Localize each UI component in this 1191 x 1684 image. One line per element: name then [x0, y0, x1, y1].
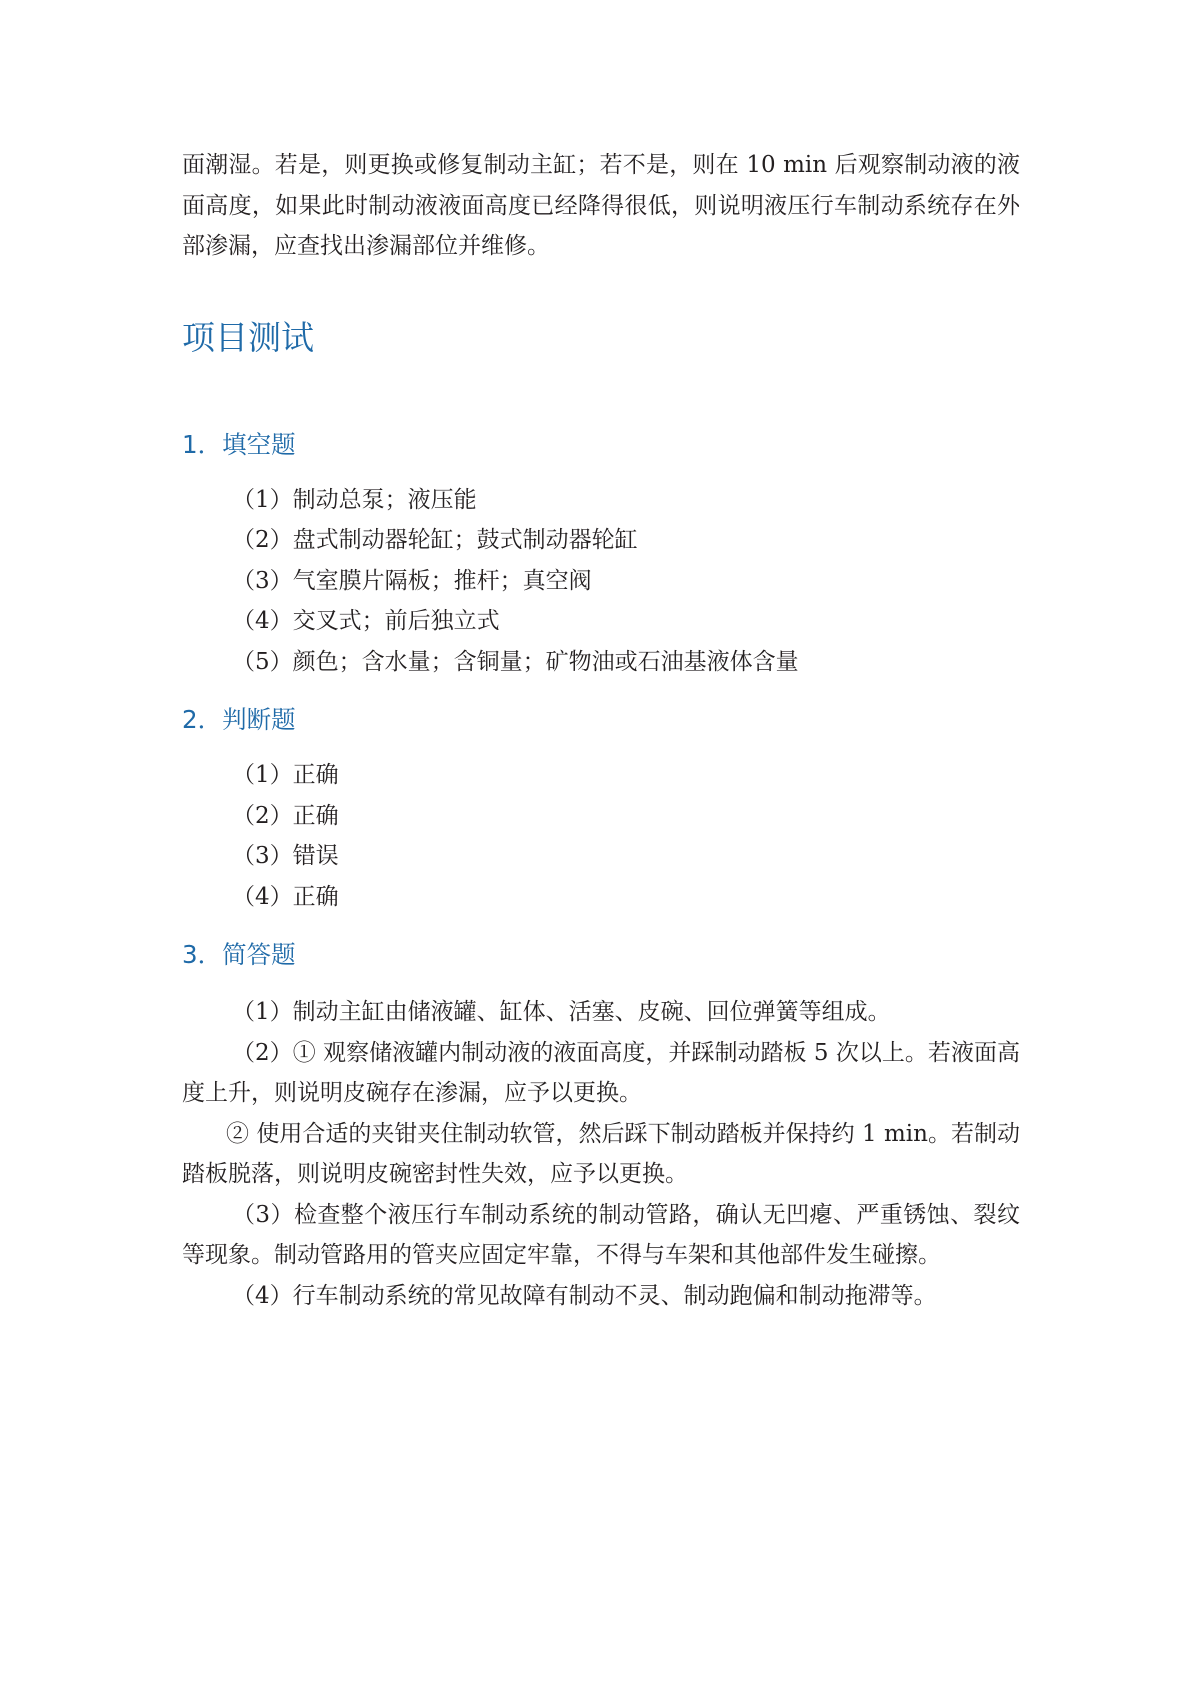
page-content: [182, 145, 1020, 1316]
list-item: （3）错误: [232, 843, 339, 869]
list-item: （4）正确: [232, 883, 339, 910]
answer-paragraph: （3）检查整个液压行车制动系统的制动管路，确认无凹瘪、严重锈蚀、裂纹等现象。制动管路用的管夹应固定牢靠，不得与车架和其他部件发生碰擦。: [182, 1201, 1020, 1268]
short-answer-heading: 3．简答题: [182, 940, 296, 969]
list-item: （1）正确: [232, 762, 339, 788]
list-item: （2）盘式制动器轮缸；鼓式制动器轮缸: [232, 527, 638, 553]
list-item: （3）气室膜片隔板；推杆；真空阀: [232, 567, 592, 594]
section-title: 项目测试: [182, 317, 314, 357]
list-item: （5）颜色；含水量；含铜量；矿物油或石油基液体含量: [232, 648, 799, 675]
true-false-list: [182, 755, 1020, 917]
short-answer-body: [182, 992, 1020, 1316]
answer-paragraph: （4）行车制动系统的常见故障有制动不灵、制动跑偏和制动拖滞等。: [232, 1282, 937, 1309]
list-item: （1）制动总泵；液压能: [232, 486, 477, 513]
list-item: （2）正确: [232, 802, 339, 829]
fill-blank-heading: 1．填空题: [182, 429, 296, 459]
true-false-heading: 2．判断题: [182, 705, 296, 734]
answer-paragraph: ② 使用合适的夹钳夹住制动软管，然后踩下制动踏板并保持约 1 min。若制动踏板脱落，则说明皮碗密封性失效，应予以更换。: [182, 1120, 1020, 1187]
answer-paragraph: （1）制动主缸由储液罐、缸体、活塞、皮碗、回位弹簧等组成。: [232, 999, 891, 1025]
answer-paragraph: （2）① 观察储液罐内制动液的液面高度，并踩制动踏板 5 次以上。若液面高度上升，则说明皮碗存在渗漏，应予以更换。: [182, 1039, 1020, 1106]
list-item: （4）交叉式；前后独立式: [232, 608, 500, 634]
intro-paragraph: 面潮湿。若是，则更换或修复制动主缸；若不是，则在 10 min 后观察制动液的液面高度，如果此时制动液液面高度已经降得很低，则说明液压行车制动系统存在外部渗漏，应查找出渗漏部位并维修。: [182, 152, 1020, 259]
fill-blank-list: [182, 480, 1020, 683]
